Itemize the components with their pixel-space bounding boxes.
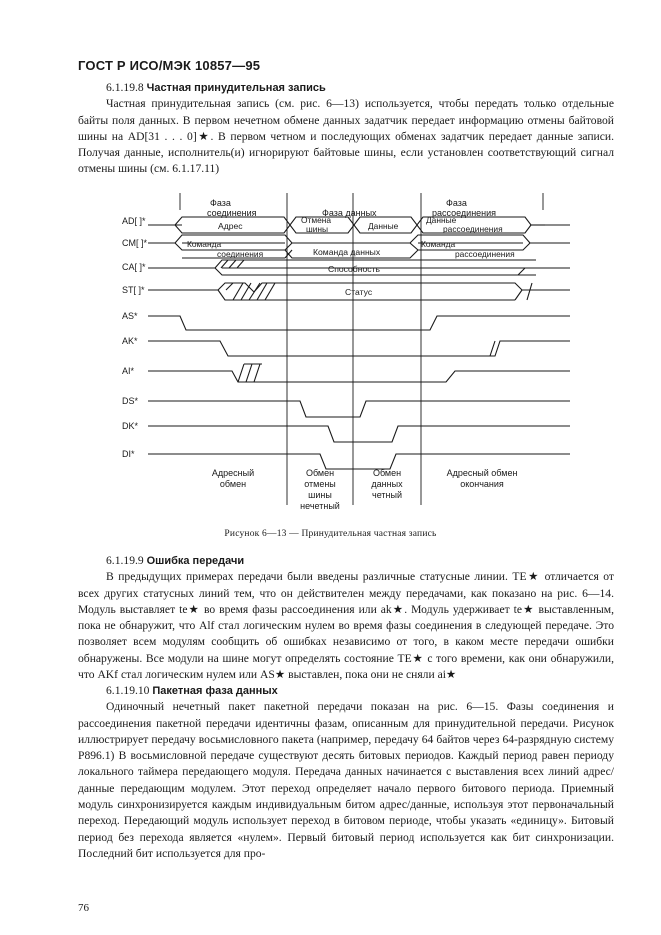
- figure-caption: Рисунок 6—13 — Принудительная частная запись: [224, 529, 437, 539]
- bottom-cancel-4: нечетный: [300, 501, 340, 511]
- bottom-end-2: окончания: [460, 479, 504, 489]
- section-transfer-error: [78, 553, 614, 683]
- document-header: ГОСТ Р ИСО/МЭК 10857—95: [78, 58, 261, 73]
- section-paragraph: Частная принудительная запись (см. рис. 6—13) используется, чтобы передать только отдельные байты поля данных. В первом нечетном обмене данных задатчик передает информацию отмены байтовой шины на AD[31 . . . 0]★. В первом четном и последующих обменах задатчик передает данные записи. Получая данные, исполнитель(и) игнорируют байтовые шины, если установлен соответствующий сигнал отмены шины (см. 6.1.17.11): [78, 97, 614, 176]
- page-number: 76: [78, 902, 89, 914]
- section-paragraph: Одиночный нечетный пакет пакетной передачи показан на рис. 6—15. Фазы соединения и рассоединения пакетной передачи идентичны фазам, описанным для принудительной передачи. Рисунок иллюстрирует передачу восьмисловного пакета (например, передачу 64 байтов через 64-разрядную систему P896.1) В восьмисловной передаче существуют десять битовых периодов. Каждый период равен периоду локального таймера передающего модуля. Передача данных начинается с выставления всех линий адрес/данные передающим модулем. Этот переход определяет начало первого битового периода. Приемный модуль синхронизируется каждым индивидуальным битом адрес/данные, используя этот первоначальный переход. Передающий модуль использует переход в битовом периоде, чтобы указать «единицу». Битовый период без перехода является «нулем». Первый битовый период используется как бит синхронизации. Последний бит используется для про-: [78, 700, 614, 860]
- section-title: Частная принудительная запись: [146, 82, 326, 94]
- bottom-data-3: четный: [372, 490, 402, 500]
- signal-label: AI*: [122, 366, 135, 376]
- label-capability: Способность: [328, 264, 380, 274]
- signal-label: AK*: [122, 336, 138, 346]
- label-cancel-1: Отмена: [301, 215, 332, 225]
- label-status: Статус: [345, 287, 373, 297]
- signal-label: AD[ ]*: [122, 216, 146, 226]
- bottom-cancel-1: Обмен: [305, 468, 335, 478]
- label-cmd-data: Команда данных: [313, 247, 381, 257]
- section-number: 6.1.19.9: [106, 554, 144, 567]
- section-paragraph: В предыдущих примерах передачи были введены различные статусные линии. TE★ отличается от всех других статусных линий тем, что он действителен между передачами, как показано на рис. 6—14. Модуль выставляет te★ во время фазы рассоединения или ak★. Модуль удерживает te★ выставленным, пока не обнаружит, что Alf стал логическим нулем во время фазы соединения в следующей передаче. Это позволяет всем модулям сообщить об ошибках независимо от того, в каком месте передачи ошибки обнаружены. Все модули на шине могут определять состояние TE★ с того времени, как они обнаружили, что AKf стал логическим нулем или AS★ выставлен, пока они не сняли ai★: [78, 570, 614, 682]
- phase-disconnect-line1: Фаза: [446, 198, 467, 208]
- signal-label: CA[ ]*: [122, 262, 146, 272]
- signal-label: CM[ ]*: [122, 238, 148, 248]
- signal-label: DI*: [122, 449, 135, 459]
- label-cmd-connect-1: Команда: [187, 239, 222, 249]
- bottom-data-2: данных: [371, 479, 403, 489]
- bottom-cancel-2: отмены: [304, 479, 336, 489]
- section-number: 6.1.19.10: [106, 684, 150, 697]
- phase-connect-line1: Фаза: [210, 198, 231, 208]
- phase-disconnect-line2: рассоединения: [432, 208, 497, 218]
- bottom-addr-2: обмен: [219, 479, 247, 489]
- signal-label: DS*: [122, 396, 139, 406]
- label-cmd-disc-1: Команда: [421, 239, 456, 249]
- signal-label: ST[ ]*: [122, 285, 145, 295]
- label-data: Данные: [368, 221, 399, 231]
- label-cancel-2: шины: [306, 224, 329, 234]
- section-number: 6.1.19.8: [106, 81, 144, 94]
- bottom-addr-1: Адресный: [211, 468, 255, 478]
- bottom-end-1: Адресный обмен: [446, 468, 518, 478]
- label-cmd-connect-2: соединения: [217, 249, 264, 259]
- signal-label: DK*: [122, 421, 139, 431]
- section-packet-data-phase: [78, 683, 614, 862]
- section-title: Ошибка передачи: [146, 555, 245, 567]
- phase-data: Фаза данных: [322, 208, 377, 218]
- label-address: Адрес: [218, 221, 243, 231]
- label-cmd-disc-2: рассоединения: [455, 249, 515, 259]
- bottom-cancel-3: шины: [308, 490, 332, 500]
- section-title: Пакетная фаза данных: [152, 685, 278, 697]
- bottom-data-1: Обмен: [372, 468, 402, 478]
- label-data-disc-2: рассоединения: [443, 224, 503, 234]
- section-heading: [78, 553, 614, 569]
- phase-connect-line2: соединения: [207, 208, 257, 218]
- label-data-disc-1: Данные: [426, 215, 457, 225]
- section-heading: [78, 683, 614, 699]
- signal-label: AS*: [122, 311, 138, 321]
